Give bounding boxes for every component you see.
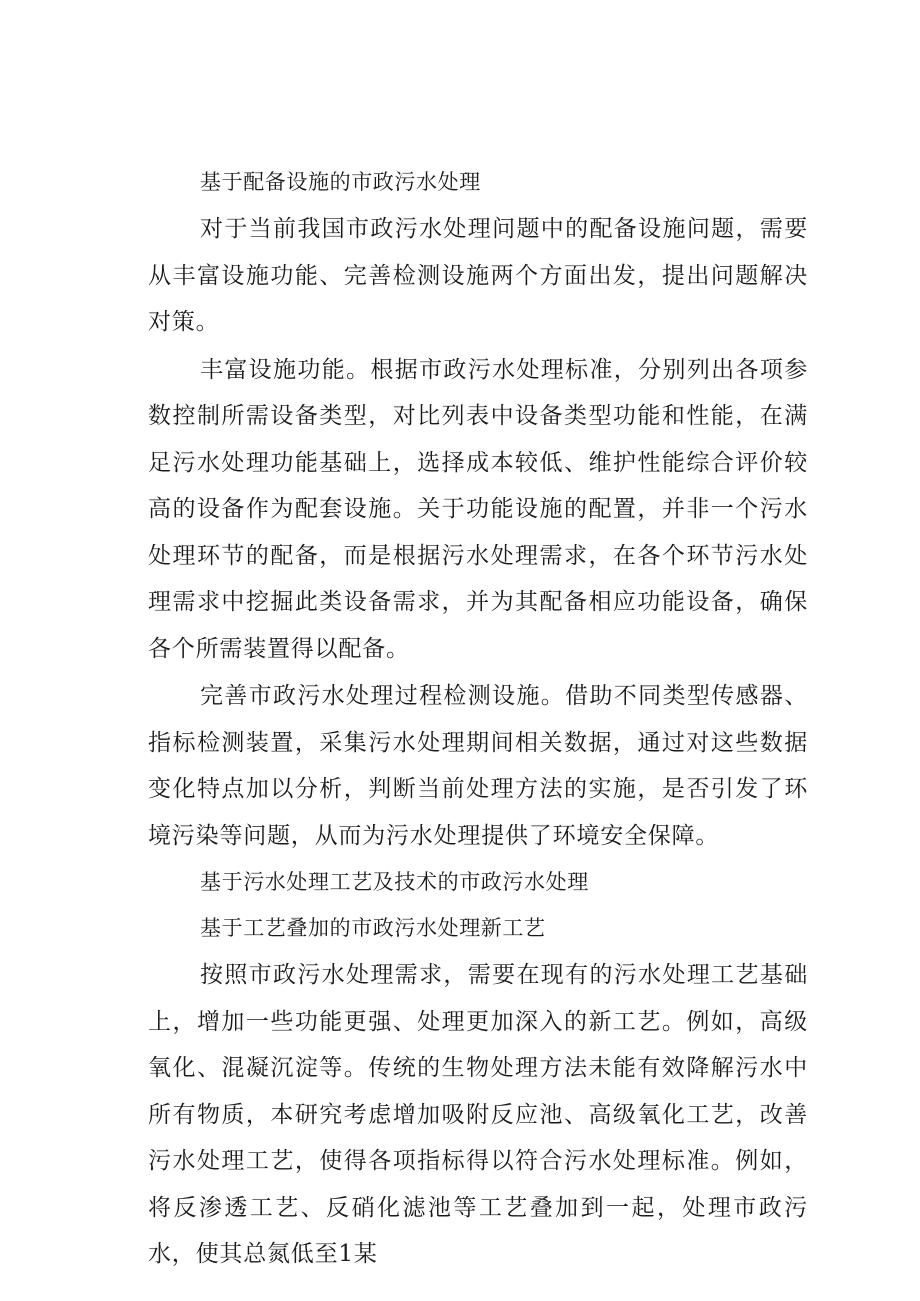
document-body [148,160,808,1279]
section-heading: 基于配备设施的市政污水处理 [200,170,481,194]
body-paragraph: 完善市政污水处理过程检测设施。借助不同类型传感器、指标检测装置，采集污水处理期间相关数据，通过对这些数据变化特点加以分析，判断当前处理方法的实施，是否引发了环境污染等问题，从而为污水处理提供了环境安全保障。 [148,683,808,849]
section-heading: 基于污水处理工艺及技术的市政污水处理 [200,870,589,894]
body-paragraph: 按照市政污水处理需求，需要在现有的污水处理工艺基础上，增加一些功能更强、处理更加深入的新工艺。例如，高级氧化、混凝沉淀等。传统的生物处理方法未能有效降解污水中所有物质，本研究考虑增加吸附反应池、高级氧化工艺，改善污水处理工艺，使得各项指标得以符合污水处理标准。例如，将反渗透工艺、反硝化滤池等工艺叠加到一起，处理市政污水，使其总氮低至1某 [148,962,808,1267]
body-paragraph: 丰富设施功能。根据市政污水处理标准，分别列出各项参数控制所需设备类型，对比列表中设备类型功能和性能，在满足污水处理功能基础上，选择成本较低、维护性能综合评价较高的设备作为配套设施。关于功能设施的配置，并非一个污水处理环节的配备，而是根据污水处理需求，在各个环节污水处理需求中挖掘此类设备需求，并为其配备相应功能设备，确保各个所需装置得以配备。 [148,356,808,662]
subsection-heading: 基于工艺叠加的市政污水处理新工艺 [200,916,546,940]
body-paragraph: 对于当前我国市政污水处理问题中的配备设施问题，需要从丰富设施功能、完善检测设施两个方面出发，提出问题解决对策。 [148,216,808,335]
